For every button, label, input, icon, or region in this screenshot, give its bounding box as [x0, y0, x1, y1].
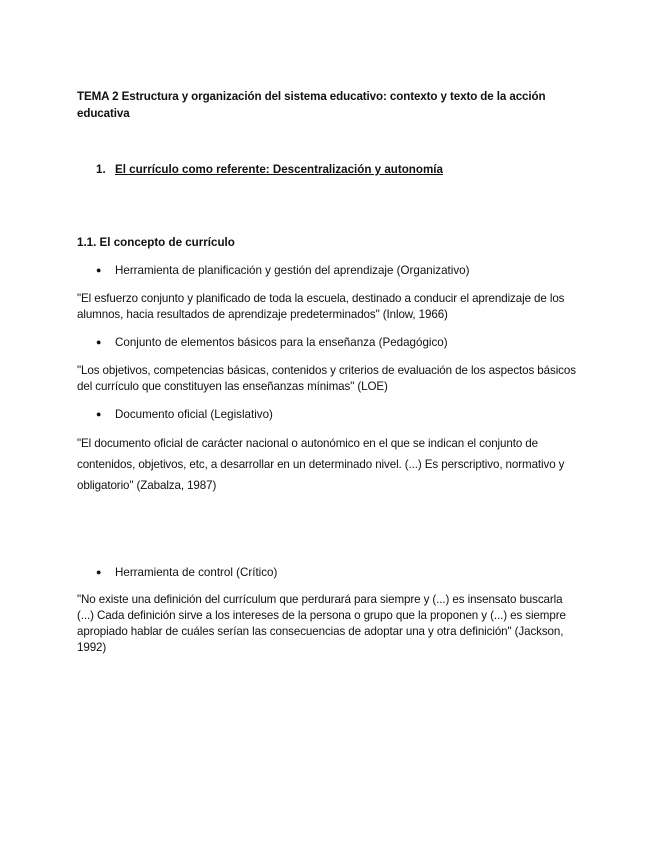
bullet-text: Conjunto de elementos básicos para la enseñanza (Pedagógico)	[115, 336, 448, 349]
document-title: TEMA 2 Estructura y organización del sistema educativo: contexto y texto de la acción educativa	[77, 90, 546, 120]
quote-paragraph: "El documento oficial de carácter nacional o autonómico en el que se indican el conjunto de contenidos, objetivos, etc, a desarrollar en un determinado nivel. (...) Es perscriptivo, normativo y obligatorio" (Zabalza, 1987)	[77, 437, 565, 492]
quote-paragraph: "Los objetivos, competencias básicas, contenidos y criterios de evaluación de los aspectos básicos del currículo que constituyen las enseñanzas mínimas" (LOE)	[77, 364, 576, 393]
bullet-item	[96, 334, 448, 351]
quote-paragraph: "No existe una definición del currículum que perdurará para siempre y (...) es insensato buscarla (...) Cada definición sirve a los intereses de la persona o grupo que la proponen y (...) es siempre apropiado hablar de cuáles serían las consecuencias de adoptar una y otra definición" (Jackson, 1992)	[77, 593, 566, 654]
bullet-item	[96, 262, 469, 279]
section-heading-text: El currículo como referente: Descentralización y autonomía	[115, 163, 443, 176]
bullet-text: Herramienta de control (Crítico)	[115, 566, 278, 579]
quote-paragraph: "El esfuerzo conjunto y planificado de toda la escuela, destinado a conducir el aprendizaje de los alumnos, hacia resultados de aprendizaje predeterminados" (Inlow, 1966)	[77, 292, 565, 321]
section-heading	[96, 161, 443, 178]
bullet-dot-icon: ●	[96, 567, 102, 577]
section-number: 1.	[96, 163, 106, 176]
bullet-dot-icon: ●	[96, 265, 102, 275]
bullet-text: Documento oficial (Legislativo)	[115, 408, 273, 421]
subsection-heading: 1.1. El concepto de currículo	[77, 236, 235, 249]
bullet-text: Herramienta de planificación y gestión del aprendizaje (Organizativo)	[115, 264, 470, 277]
bullet-item	[96, 406, 273, 423]
bullet-dot-icon: ●	[96, 337, 102, 347]
bullet-item	[96, 564, 277, 581]
bullet-dot-icon: ●	[96, 409, 102, 419]
